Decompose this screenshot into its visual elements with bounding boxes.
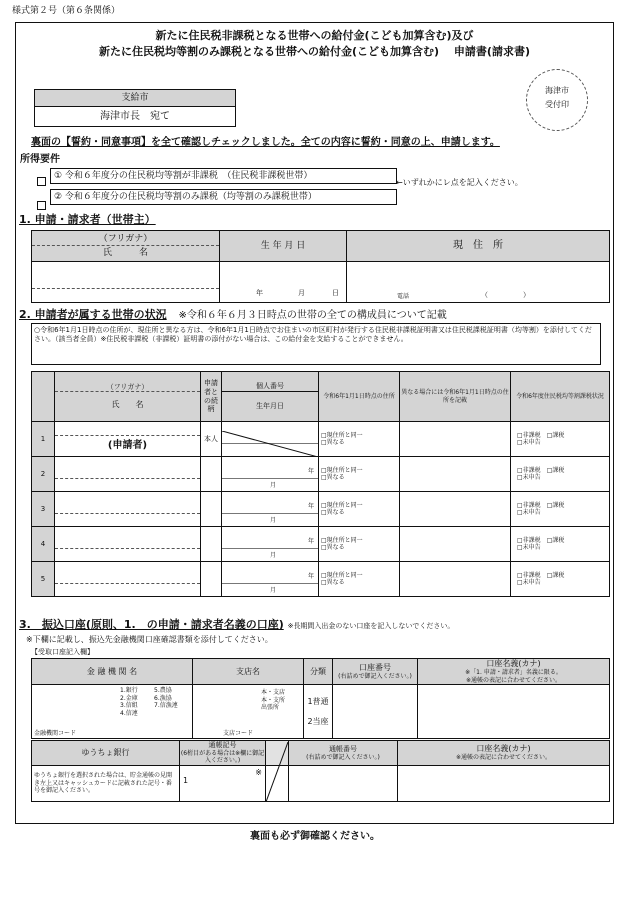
postal-diagonal-cell bbox=[266, 765, 289, 801]
applicant-table bbox=[31, 230, 610, 303]
stamp-label: 受付印 bbox=[545, 100, 569, 109]
month-label: 月 bbox=[270, 586, 277, 594]
bank-label: 【受取口座記入欄】 bbox=[31, 648, 94, 656]
same-address-check[interactable]: □現住所と同一 bbox=[321, 571, 363, 579]
diff-address-check[interactable]: □異なる bbox=[321, 439, 345, 446]
birth-month: 月 bbox=[298, 289, 305, 298]
bank-name-header: 金 融 機 関 名 bbox=[32, 659, 193, 685]
postal-title: ゆうちょ銀行 bbox=[32, 741, 180, 766]
relation-input[interactable] bbox=[201, 527, 222, 562]
same-address-check[interactable]: □現住所と同一 bbox=[321, 466, 363, 474]
address-header: 現 住 所 bbox=[347, 231, 610, 262]
applicant-address-input[interactable] bbox=[347, 262, 610, 303]
relation-input[interactable] bbox=[201, 562, 222, 597]
address-diff-input[interactable] bbox=[400, 492, 511, 527]
household-table bbox=[31, 371, 610, 597]
household-name-input[interactable] bbox=[55, 457, 201, 492]
stamp-city: 海津市 bbox=[545, 86, 569, 95]
undeclared-check[interactable]: □未申告 bbox=[517, 474, 541, 481]
bank-type: 5.農協 bbox=[154, 687, 172, 694]
year-label: 年 bbox=[307, 538, 314, 545]
section1-heading: 1. 申請・請求者（世帯主） bbox=[19, 213, 156, 226]
branch-type: 本・支所 bbox=[261, 696, 286, 704]
relation-input[interactable] bbox=[201, 492, 222, 527]
section2-heading: 2. 申請者が属する世帯の状況 bbox=[19, 308, 167, 321]
section3-heading: 3. 振込口座(原則、1. の申請・請求者名義の口座) bbox=[19, 618, 284, 631]
postal-number-header bbox=[289, 741, 398, 766]
section2-subheading: ※令和６年６月３日時点の世帯の全ての構成員について記載 bbox=[178, 310, 447, 321]
address-diff-input[interactable] bbox=[400, 562, 511, 597]
postal-number-input[interactable] bbox=[289, 765, 398, 801]
phone-open: （ bbox=[481, 291, 488, 300]
same-address-check[interactable]: □現住所と同一 bbox=[321, 536, 363, 544]
holder-note-2: ※通帳の表記に合わせてください。 bbox=[465, 676, 562, 684]
diff-address-check[interactable]: □異なる bbox=[321, 544, 345, 551]
addressee-box bbox=[34, 89, 236, 127]
household-row bbox=[32, 492, 610, 527]
bank-table bbox=[31, 658, 610, 739]
bank-type: 7.信漁連 bbox=[154, 702, 178, 709]
income-checkbox-1[interactable] bbox=[37, 171, 48, 190]
confirmation-text: 裏面の【誓約・同意事項】を全て確認しチェックしました。全ての内容に誓約・同意の上、申請します。 bbox=[31, 137, 500, 148]
branch-header: 支店名 bbox=[193, 659, 304, 685]
nontax-check[interactable]: □非課税 bbox=[517, 431, 541, 439]
birth-header: 生 年 月 日 bbox=[220, 231, 347, 262]
household-name-input[interactable] bbox=[55, 527, 201, 562]
household-name-input[interactable] bbox=[55, 562, 201, 597]
undeclared-check[interactable]: □未申告 bbox=[517, 579, 541, 586]
personal-no-label: 個人番号 bbox=[222, 382, 318, 392]
applicant-name-header bbox=[32, 231, 220, 262]
postal-note: ゆうちょ銀行を選択された場合は、貯金通帳の見開き左上又はキャッシュカードに記載された記号・番号を御記入ください。 bbox=[32, 765, 180, 801]
section3-heading-wrap bbox=[19, 618, 454, 631]
year-label: 年 bbox=[307, 503, 314, 510]
month-label: 月 bbox=[270, 481, 277, 489]
tax-status-header: 令和6年度住民税均等割課税状況 bbox=[511, 372, 610, 422]
nontax-check[interactable]: □非課税 bbox=[517, 536, 541, 544]
birth-input[interactable] bbox=[222, 492, 319, 527]
household-furigana-label: （フリガナ） bbox=[55, 383, 200, 393]
household-name-input[interactable] bbox=[55, 492, 201, 527]
account-no-input[interactable] bbox=[333, 685, 418, 739]
phone-label: 電話 bbox=[397, 292, 410, 300]
postal-table bbox=[31, 740, 610, 802]
personal-no-input[interactable] bbox=[222, 422, 319, 457]
account-no-sub: (右詰めで御記入ください。) bbox=[338, 672, 412, 680]
month-label: 月 bbox=[270, 516, 277, 524]
month-label: 月 bbox=[270, 551, 277, 559]
relation-header: 申請者との続柄 bbox=[201, 372, 222, 422]
household-birth-label: 生年月日 bbox=[256, 402, 284, 410]
undeclared-check[interactable]: □未申告 bbox=[517, 544, 541, 551]
row-number: 3 bbox=[32, 492, 55, 527]
row-number: 5 bbox=[32, 562, 55, 597]
category-header: 分類 bbox=[304, 659, 333, 685]
branch-input[interactable] bbox=[193, 685, 304, 739]
diff-address-check[interactable]: □異なる bbox=[321, 474, 345, 481]
address-diff-header: 異なる場合には令和6年1月1日時点の住所を記載 bbox=[400, 372, 511, 422]
income-option-1: ① 令和６年度分の住民税均等割が非課税 （住民税非課税世帯） bbox=[50, 168, 397, 184]
diff-address-check[interactable]: □異なる bbox=[321, 509, 345, 516]
furigana-label: （フリガナ） bbox=[32, 234, 219, 246]
self-label: 本人 bbox=[201, 422, 222, 457]
taxed-check[interactable]: □課税 bbox=[546, 501, 565, 509]
relation-input[interactable] bbox=[201, 457, 222, 492]
row-number: 4 bbox=[32, 527, 55, 562]
holder-note-1: ※「1. 申請・請求者」名義に限る。 bbox=[465, 669, 562, 676]
income-option-2: ② 令和６年度分の住民税均等割のみ課税（均等割のみ課税世帯） bbox=[50, 189, 397, 205]
postal-number-label: 通帳番号 bbox=[329, 744, 357, 753]
postal-holder-note: ※通帳の表記に合わせてください。 bbox=[455, 754, 552, 762]
postal-number-note: (右詰めで御記入ください。) bbox=[306, 753, 380, 761]
taxed-check[interactable]: □課税 bbox=[546, 536, 565, 544]
branch-code-label: 支店コード bbox=[223, 729, 254, 737]
birth-input[interactable] bbox=[222, 457, 319, 492]
postal-diagonal-line bbox=[266, 742, 288, 802]
birth-day: 日 bbox=[332, 289, 339, 298]
personal-no-header bbox=[222, 372, 319, 422]
postal-symbol-header bbox=[180, 741, 266, 766]
postal-symbol-input[interactable] bbox=[180, 765, 266, 801]
branch-type: 出張所 bbox=[261, 704, 280, 711]
section2-note: ○令和6年1月1日時点の住所が、現住所と異なる方は、令和6年1月1日時点でお住まいの市区町村が発行する住民税非課税証明書又は住民税課税証明書（均等割）を添付してください。（該当者全員）※住民税非課税（非課税）証明書の添付がない場合は、この給付金を支給することができません。 bbox=[31, 323, 601, 365]
row-number: 2 bbox=[32, 457, 55, 492]
footer-note: 裏面も必ず御確認ください。 bbox=[250, 831, 380, 842]
household-row bbox=[32, 527, 610, 562]
postal-holder-label: 口座名義(カナ) bbox=[476, 744, 531, 754]
postal-holder-input[interactable] bbox=[398, 765, 610, 801]
postal-prefix: 1 bbox=[183, 775, 189, 785]
section3-heading-note: ※長期間入出金のない口座を記入しないでください。 bbox=[287, 622, 455, 630]
income-heading: 所得要件 bbox=[20, 154, 60, 165]
name-label: 氏 名 bbox=[102, 247, 148, 258]
address-diff-input[interactable] bbox=[400, 527, 511, 562]
form-frame bbox=[15, 22, 614, 824]
taxed-check[interactable]: □課税 bbox=[546, 431, 565, 439]
household-name-input[interactable] bbox=[55, 422, 201, 457]
household-row bbox=[32, 422, 610, 457]
applicant-name-input[interactable] bbox=[32, 262, 220, 303]
acct-type-ordinary[interactable]: 1普通 bbox=[307, 696, 329, 706]
undeclared-check[interactable]: □未申告 bbox=[517, 509, 541, 516]
applicant-birth-input[interactable] bbox=[220, 262, 347, 303]
addressee-name: 海津市長 宛て bbox=[100, 111, 170, 122]
bank-type: 4.信連 bbox=[120, 709, 138, 717]
account-no-header bbox=[333, 659, 418, 685]
same-address-check[interactable]: □現住所と同一 bbox=[321, 431, 363, 439]
year-label: 年 bbox=[307, 468, 314, 475]
postal-star: ※ bbox=[255, 767, 262, 777]
postal-holder-header bbox=[398, 741, 610, 766]
postal-symbol-label: 通帳記号 bbox=[208, 741, 237, 749]
holder-label: 口座名義(カナ) bbox=[486, 659, 541, 668]
bank-type: 2.金庫 bbox=[120, 694, 138, 702]
address-diff-input[interactable] bbox=[400, 422, 511, 457]
bank-type: 3.信組 bbox=[120, 702, 138, 709]
holder-header bbox=[418, 659, 610, 685]
form-title-line1: 新たに住民税非課税となる世帯への給付金(こども加算含む)及び bbox=[155, 29, 474, 42]
holder-input[interactable] bbox=[418, 685, 610, 739]
bank-code-label: 金融機関コード bbox=[34, 729, 77, 737]
income-checkbox-2[interactable] bbox=[37, 195, 48, 214]
address-diff-input[interactable] bbox=[400, 457, 511, 492]
bank-type: 1.銀行 bbox=[120, 687, 138, 694]
reception-stamp bbox=[526, 69, 588, 131]
nontax-check[interactable]: □非課税 bbox=[517, 466, 541, 474]
year-label: 年 bbox=[307, 573, 314, 580]
same-address-check[interactable]: □現住所と同一 bbox=[321, 501, 363, 509]
phone-close: ） bbox=[523, 291, 530, 300]
form-number: 様式第２号（第６条関係） bbox=[12, 6, 121, 16]
form-title-line2: 新たに住民税均等割のみ課税となる世帯への給付金(こども加算含む) 申請書(請求書) bbox=[99, 45, 530, 58]
account-no-label: 口座番号 bbox=[359, 662, 391, 672]
birth-year: 年 bbox=[256, 289, 263, 298]
household-name-label: 氏 名 bbox=[111, 400, 144, 410]
row-number: 1 bbox=[32, 422, 55, 457]
diagonal-line bbox=[222, 431, 318, 457]
nontax-check[interactable]: □非課税 bbox=[517, 571, 541, 579]
income-hint: ←いずれかにレ点を記入ください。 bbox=[396, 178, 523, 187]
nontax-check[interactable]: □非課税 bbox=[517, 501, 541, 509]
postal-symbol-note: (6桁目がある場合は※欄に御記入ください。) bbox=[180, 749, 265, 765]
bank-type: 6.漁協 bbox=[154, 694, 172, 702]
section3-note: ※下欄に記載し、振込先金融機関口座確認書類を添付してください。 bbox=[26, 635, 273, 644]
household-row bbox=[32, 562, 610, 597]
household-name-header bbox=[55, 372, 201, 422]
birth-input[interactable] bbox=[222, 527, 319, 562]
addressee-label: 支給市 bbox=[35, 90, 235, 107]
household-row bbox=[32, 457, 610, 492]
taxed-check[interactable]: □課税 bbox=[546, 466, 565, 474]
acct-type-current[interactable]: 2当座 bbox=[307, 716, 329, 726]
birth-input[interactable] bbox=[222, 562, 319, 597]
address-jan-header: 令和6年1月1日時点の住所 bbox=[319, 372, 400, 422]
applicant-label: (申請者) bbox=[107, 440, 148, 451]
bank-name-input[interactable] bbox=[32, 685, 193, 739]
taxed-check[interactable]: □課税 bbox=[546, 571, 565, 579]
undeclared-check[interactable]: □未申告 bbox=[517, 439, 541, 446]
section2-heading-wrap bbox=[19, 308, 447, 322]
branch-type: 本・支店 bbox=[261, 689, 286, 696]
diff-address-check[interactable]: □異なる bbox=[321, 579, 345, 586]
